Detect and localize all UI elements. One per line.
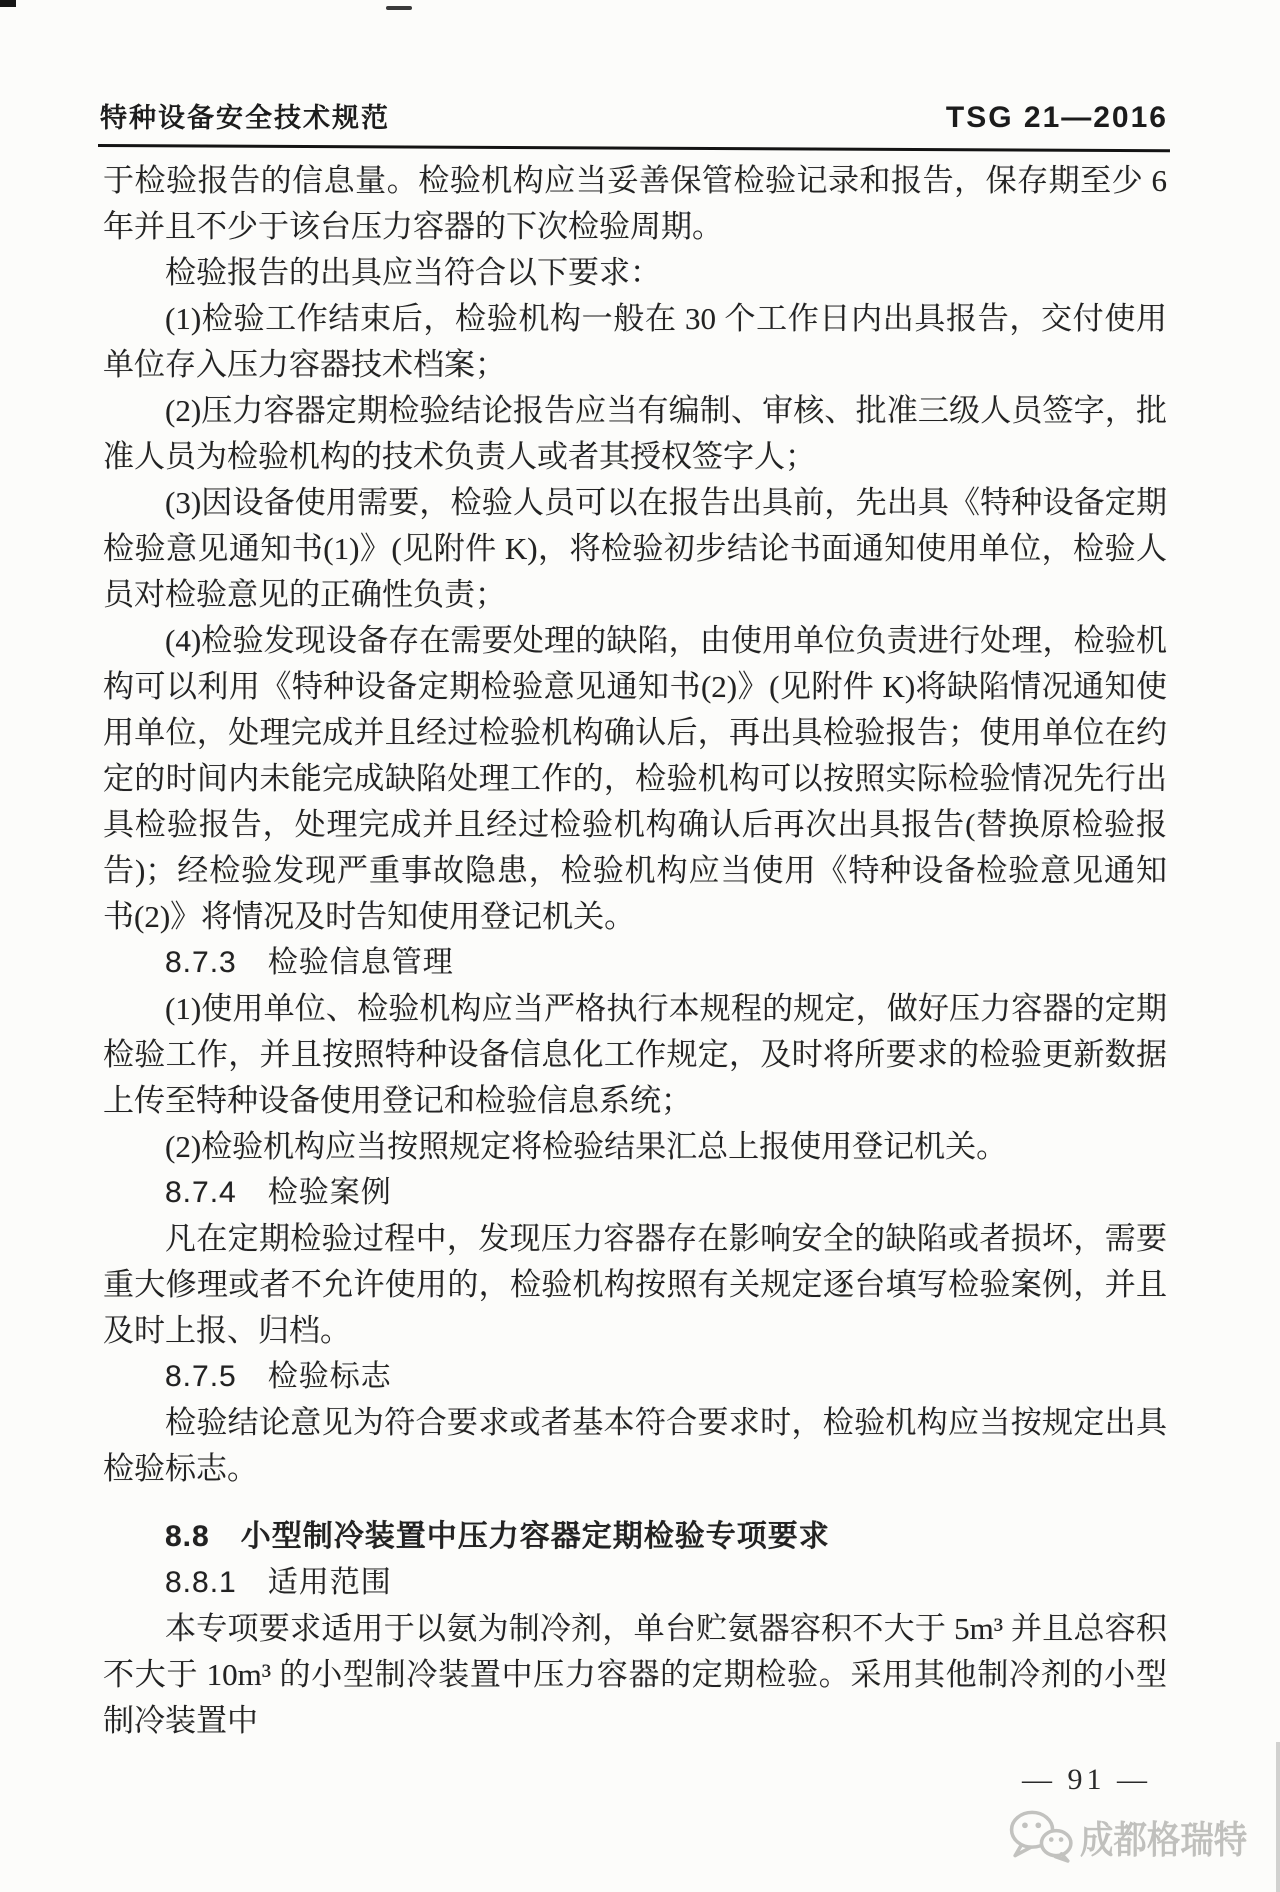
paragraph-report-requirements-intro: 检验报告的出具应当符合以下要求：: [165, 255, 661, 290]
wechat-icon: [1008, 1808, 1074, 1864]
paragraph-8-7-5-body: 检验结论意见为符合要求或者基本符合要求时，检验机构应当按规定出具检验标志。: [103, 1405, 1167, 1486]
watermark-text: 成都格瑞特: [1080, 1819, 1248, 1862]
scan-edge-shadow: [1276, 1742, 1280, 1892]
header-left-title: 特种设备安全技术规范: [100, 103, 390, 133]
paragraph-8-8-1-body: 本专项要求适用于以氨为制冷剂，单台贮氨器容积不大于 5m³ 并且总容积不大于 10m³ 的小型制冷装置中压力容器的定期检验。采用其他制冷剂的小型制冷装置中: [103, 1611, 1167, 1738]
page-number: — 91 —: [1022, 1763, 1151, 1796]
header-document-code: TSG 21—2016: [945, 101, 1168, 134]
paragraph-8-7-3-item-2: (2)检验机构应当按照规定将检验结果汇总上报使用登记机关。: [165, 1129, 1008, 1164]
page-header: [100, 96, 1168, 135]
watermark: [1008, 1808, 1270, 1864]
paragraph-item-4: (4)检验发现设备存在需要处理的缺陷，由使用单位负责进行处理，检验机构可以利用《特种设备定期检验意见通知书(2)》(见附件 K)将缺陷情况通知使用单位，处理完成并且经过检验机构确认后，再出具检验报告；使用单位在约定的时间内未能完成缺陷处理工作的，检验机构可以按照实际检验情况先行出具检验报告，处理完成并且经过检验机构确认后再次出具报告(替换原检验报告)；经检验发现严重事故隐患，检验机构应当使用《特种设备检验意见通知书(2)》将情况及时告知使用登记机关。: [103, 623, 1167, 934]
paragraph-item-3: (3)因设备使用需要，检验人员可以在报告出具前，先出具《特种设备定期检验意见通知书(1)》(见附件 K)，将检验初步结论书面通知使用单位，检验人员对检验意见的正确性负责；: [103, 485, 1167, 612]
paragraph-item-1: (1)检验工作结束后，检验机构一般在 30 个工作日内出具报告，交付使用单位存入压力容器技术档案；: [103, 301, 1167, 382]
heading-8-7-3: 8.7.3 检验信息管理: [165, 946, 454, 979]
paragraph-8-7-4-body: 凡在定期检验过程中，发现压力容器存在影响安全的缺陷或者损坏，需要重大修理或者不允许使用的，检验机构按照有关规定逐台填写检验案例，并且及时上报、归档。: [103, 1221, 1167, 1348]
heading-8-8-1: 8.8.1 适用范围: [165, 1566, 392, 1599]
scan-speck: [0, 0, 16, 7]
paragraph-item-2: (2)压力容器定期检验结论报告应当有编制、审核、批准三级人员签字，批准人员为检验机构的技术负责人或者其授权签字人；: [103, 393, 1167, 474]
heading-8-8: 8.8 小型制冷装置中压力容器定期检验专项要求: [165, 1520, 830, 1553]
paragraph-8-7-3-item-1: (1)使用单位、检验机构应当严格执行本规程的规定，做好压力容器的定期检验工作，并且按照特种设备信息化工作规定，及时将所要求的检验更新数据上传至特种设备使用登记和检验信息系统；: [103, 991, 1167, 1118]
header-rule: [98, 144, 1170, 152]
heading-8-7-4: 8.7.4 检验案例: [165, 1176, 392, 1209]
document-body: [103, 158, 1167, 1744]
heading-8-7-5: 8.7.5 检验标志: [165, 1360, 392, 1393]
scan-speck: [386, 6, 412, 10]
paragraph-continuation: 于检验报告的信息量。检验机构应当妥善保管检验记录和报告，保存期至少 6 年并且不少于该台压力容器的下次检验周期。: [103, 163, 1167, 244]
